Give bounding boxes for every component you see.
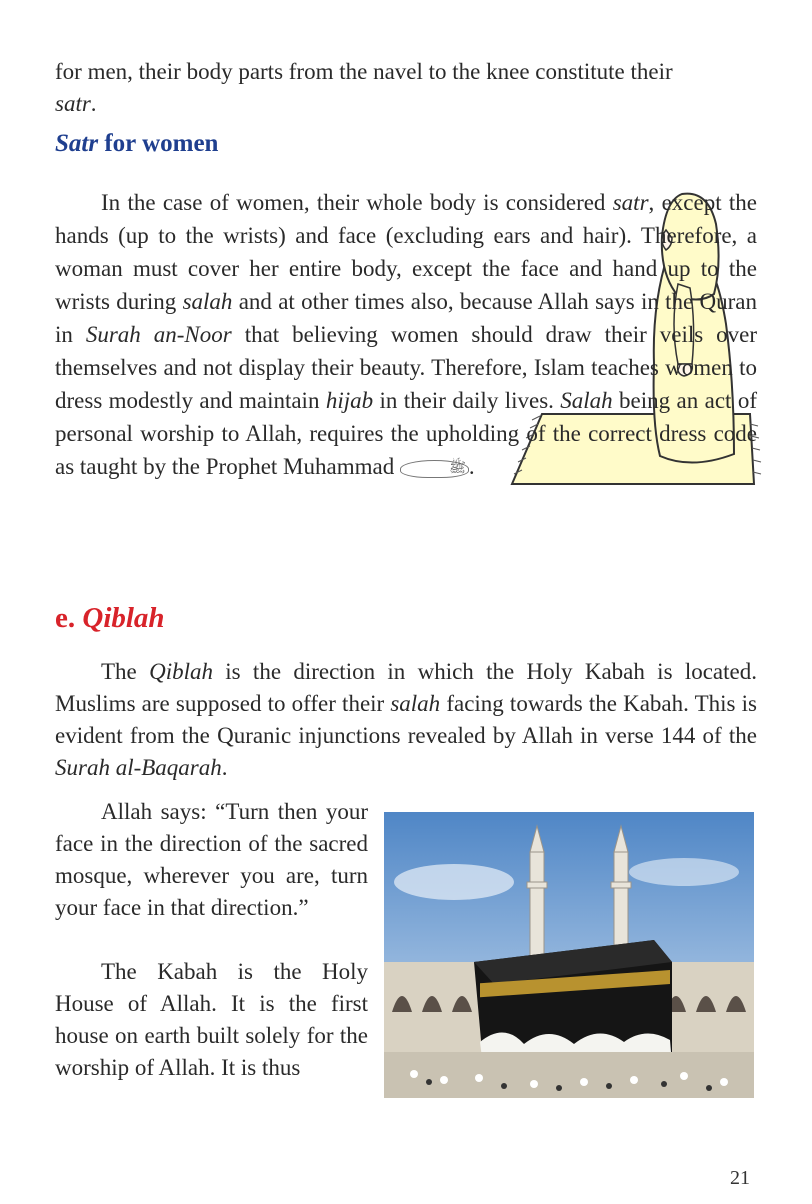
- heading-qiblah: [55, 602, 165, 634]
- text-run: facing towards the Kabah. This is evident from the Quranic injunctions revealed by Allah in verse 144 of the: [55, 691, 757, 748]
- intro-paragraph: [55, 56, 755, 120]
- text-run: The: [101, 659, 150, 684]
- term-satr: satr: [55, 91, 91, 116]
- text-run: , except the hands (up to the wrists) and face (excluding ears and hair). Therefore, a woman must cover her entire body, except the face and hand up to the wrists during: [55, 190, 757, 314]
- pbuh-icon: ﷺ: [400, 460, 469, 478]
- term-salah: Salah: [560, 388, 613, 413]
- heading-rest: for women: [98, 130, 219, 157]
- term-salah: salah: [390, 691, 441, 716]
- heading-satr-for-women: [55, 128, 218, 160]
- term-qiblah: Qiblah: [149, 659, 213, 684]
- heading-letter: e.: [55, 602, 83, 634]
- intro-end: .: [90, 91, 97, 116]
- kabah-paragraph: The Kabah is the Holy House of Allah. It is the first house on earth built solely for the worship of Allah. It is thus: [55, 959, 368, 1080]
- term-surah-an-noor: Surah an-Noor: [85, 322, 232, 347]
- term-salah: salah: [182, 289, 233, 314]
- text-run: that believing women should draw their veils over themselves and not display their beauty. Therefore, Islam teaches women to dress modestly and maintain: [55, 322, 758, 413]
- text-run: .: [468, 454, 475, 479]
- text-run: is the direction in which the Holy Kabah is located. Muslims are supposed to offer their: [55, 659, 757, 716]
- term-satr: satr: [612, 190, 649, 215]
- page-number: 21: [730, 1167, 750, 1189]
- heading-term: Qiblah: [82, 602, 165, 634]
- text-run: .: [221, 755, 228, 780]
- text-run: being an act of personal worship to Allah, requires the upholding of the correct dress code as taught by the Prophet Muhammad: [55, 388, 757, 479]
- allah-says-paragraph: Allah says: “Turn then your face in the direction of the sacred mosque, wherever you are, turn your face in that direction.”: [55, 799, 368, 920]
- text-run: in their daily lives.: [373, 388, 561, 413]
- term-hijab: hijab: [325, 388, 374, 413]
- women-paragraph: [55, 186, 757, 483]
- intro-text: for men, their body parts from the navel to the knee constitute their: [55, 59, 673, 84]
- text-run: In the case of women, their whole body is considered: [101, 190, 613, 215]
- kabah-photo: [384, 812, 754, 1098]
- heading-term: Satr: [55, 130, 99, 157]
- text-run: and at other times also, because Allah says in the Quran in: [55, 289, 758, 347]
- term-surah-al-baqarah: Surah al-Baqarah: [55, 755, 222, 780]
- qiblah-paragraph: [55, 656, 757, 784]
